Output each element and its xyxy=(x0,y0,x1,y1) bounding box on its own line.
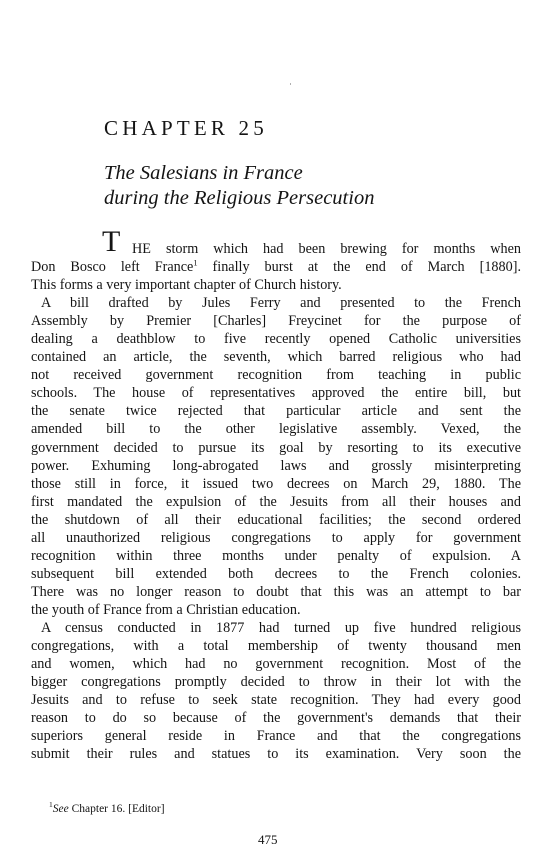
text-line: congregations, with a total membership of twenty thousand men xyxy=(31,638,521,655)
text-line: contained an article, the seventh, which barred religious who had xyxy=(31,349,521,366)
footnote-marker: 1 xyxy=(49,800,53,809)
text-line: dealing a deathblow to five recently opened Catholic universities xyxy=(31,331,521,348)
text-line: schools. The house of representatives approved the entire bill, but xyxy=(31,385,521,402)
text-line: first mandated the expulsion of the Jesuits from all their houses and xyxy=(31,493,521,510)
footnote-see: See xyxy=(52,802,69,815)
text-line: HE storm which had been brewing for months when xyxy=(132,241,521,257)
text-line: recognition within three months under penalty of expulsion. A xyxy=(31,547,521,564)
text-fragment: finally burst at the end of March [1880]. xyxy=(212,259,521,276)
text-line-with-footnote xyxy=(31,258,521,276)
text-line: submit their rules and statues to its examination. Very soon the xyxy=(31,746,521,763)
text-line: subsequent bill extended both decrees to the French colonies. xyxy=(31,565,521,582)
text-line: all unauthorized religious congregations to apply for government xyxy=(31,529,521,546)
footnote-text: Chapter 16. [Editor] xyxy=(68,802,165,815)
text-line: superiors general reside in France and that the congregations xyxy=(31,728,521,745)
text-line: Jesuits and to refuse to seek state recognition. They had every good xyxy=(31,692,521,709)
text-line: There was no longer reason to doubt that this was an attempt to bar xyxy=(31,583,521,600)
chapter-heading: CHAPTER 25 xyxy=(104,116,268,140)
text-line: bigger congregations promptly decided to throw in their lot with the xyxy=(31,674,521,691)
text-line: Assembly by Premier [Charles] Freycinet for the purpose of xyxy=(31,313,521,330)
text-line: amended bill to the other legislative assembly. Vexed, the xyxy=(31,421,521,438)
text-line: government decided to pursue its goal by resorting to its executive xyxy=(31,439,521,456)
scan-speck xyxy=(290,83,291,85)
text-line: the youth of France from a Christian education. xyxy=(31,601,301,618)
text-line: reason to do so because of the government's demands that their xyxy=(31,710,521,727)
text-line: the senate twice rejected that particular article and sent the xyxy=(31,403,521,420)
drop-cap: T xyxy=(102,225,121,258)
body-text xyxy=(31,240,521,763)
chapter-title-line: during the Religious Persecution xyxy=(104,186,375,209)
page-number: 475 xyxy=(258,832,278,847)
text-line: the shutdown of all their educational facilities; the second ordered xyxy=(31,511,521,528)
text-fragment: Don Bosco left France xyxy=(31,259,194,276)
text-line: A census conducted in 1877 had turned up five hundred religious xyxy=(41,619,521,636)
footnote-reference: 1 xyxy=(193,258,198,268)
footnote xyxy=(49,800,165,815)
text-line: those still in force, it issued two decrees on March 29, 1880. The xyxy=(31,475,521,492)
chapter-title xyxy=(104,161,374,210)
text-line: not received government recognition from teaching in public xyxy=(31,367,521,384)
chapter-title-line: The Salesians in France xyxy=(104,162,303,184)
text-line: power. Exhuming long-abrogated laws and grossly misinterpreting xyxy=(31,457,521,474)
text-line: This forms a very important chapter of Church history. xyxy=(31,277,342,294)
text-line: and women, which had no government recognition. Most of the xyxy=(31,656,521,673)
text-line: A bill drafted by Jules Ferry and presented to the French xyxy=(41,295,521,312)
